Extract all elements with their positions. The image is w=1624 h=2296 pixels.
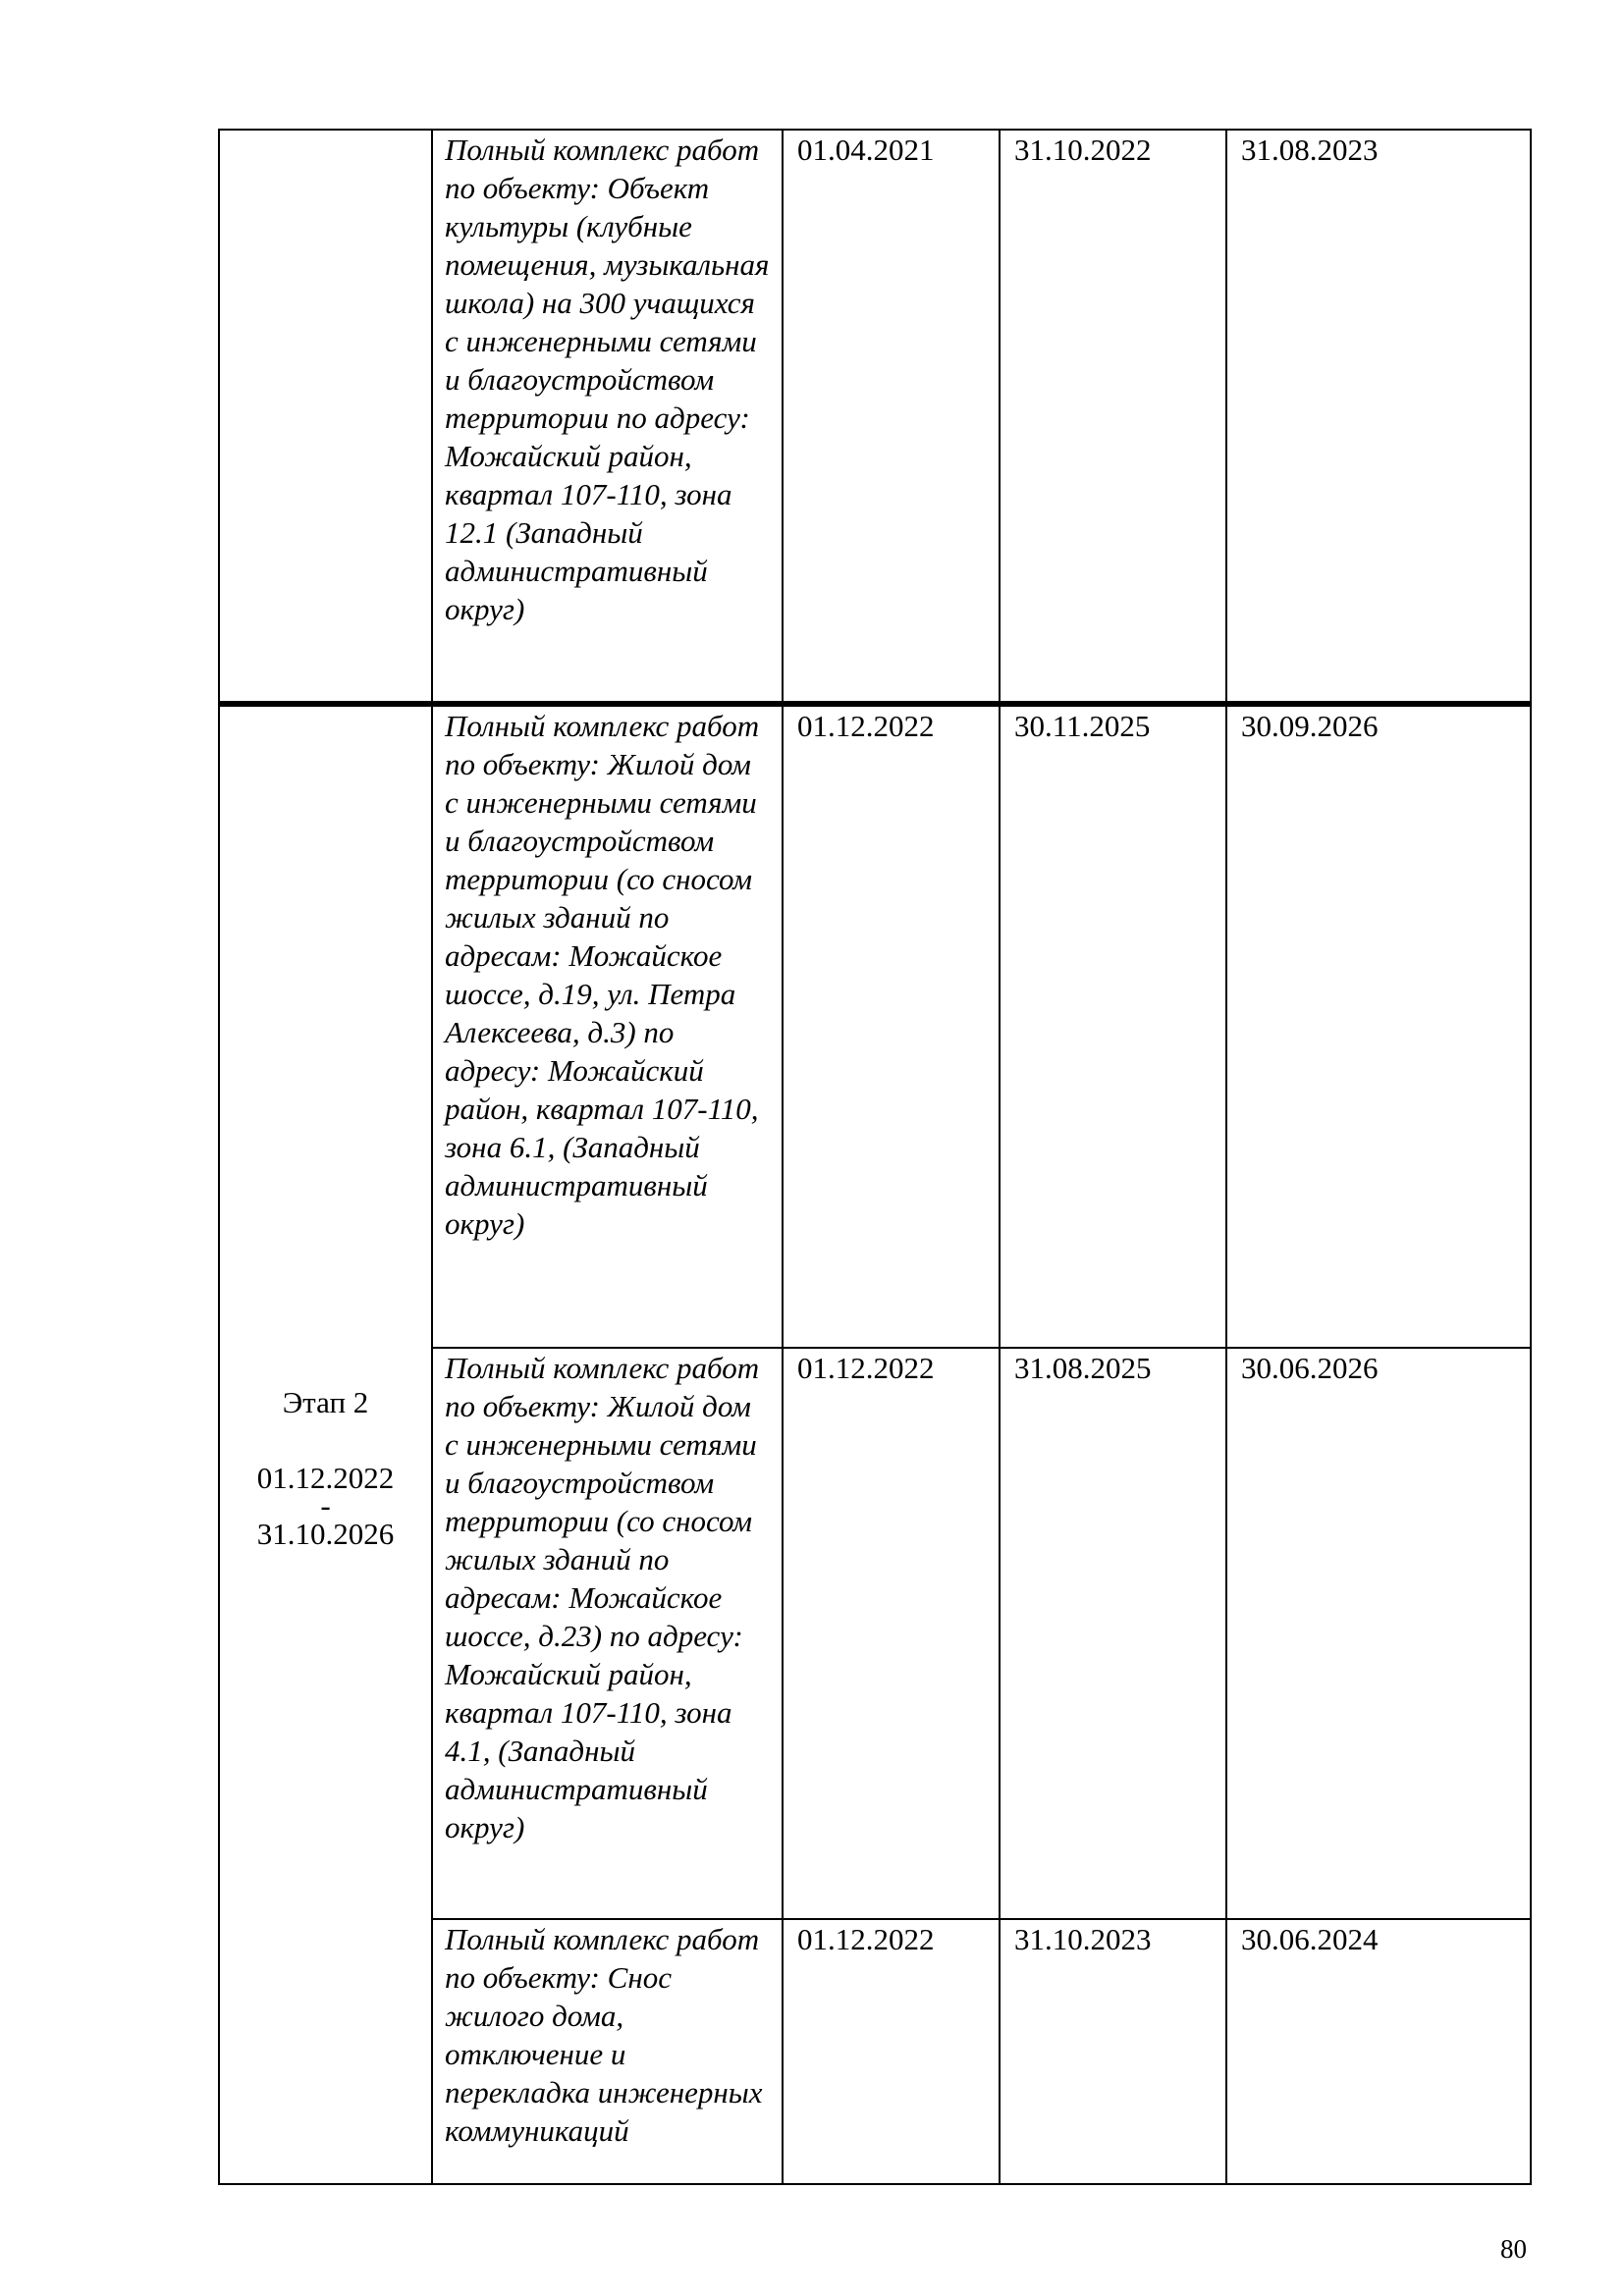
start-date: 01.12.2022 <box>783 1348 1000 1919</box>
end-date: 30.06.2024 <box>1226 1919 1531 2184</box>
mid-date: 30.11.2025 <box>1000 704 1226 1348</box>
end-date: 31.08.2023 <box>1226 130 1531 704</box>
mid-date: 31.10.2022 <box>1000 130 1226 704</box>
stage-end-date: 31.10.2026 <box>256 1516 395 1551</box>
schedule-table <box>218 129 1532 2185</box>
mid-date: 31.10.2023 <box>1000 1919 1226 2184</box>
end-date: 30.09.2026 <box>1226 704 1531 1348</box>
mid-date: 31.08.2025 <box>1000 1348 1226 1919</box>
page-number: 80 <box>1500 2234 1527 2264</box>
work-description: Полный комплекс работ по объекту: Жилой дом с инженерными сетями и благоустройством территории (со сносом жилых зданий по адресам: Можайское шоссе, д.19, ул. Петра Алексеева, д.3) по адресу: Можайский район, квартал 107-110, зона 6.1, (Западный административный округ) <box>432 704 783 1348</box>
start-date: 01.04.2021 <box>783 130 1000 704</box>
stage-start-date: 01.12.2022 <box>256 1460 395 1495</box>
start-date: 01.12.2022 <box>783 1919 1000 2184</box>
work-description: Полный комплекс работ по объекту: Жилой дом с инженерными сетями и благоустройством территории (со сносом жилых зданий по адресам: Можайское шоссе, д.23) по адресу: Можайский район, квартал 107-110, зона 4.1, (Западный административный округ) <box>432 1348 783 1919</box>
work-description: Полный комплекс работ по объекту: Объект культуры (клубные помещения, музыкальная школа) на 300 учащихся с инженерными сетями и благоустройством территории по адресу: Можайский район, квартал 107-110, зона 12.1 (Западный административный округ) <box>432 130 783 704</box>
table-row <box>219 130 1531 704</box>
start-date: 01.12.2022 <box>783 704 1000 1348</box>
stage-label: Этап 2 <box>282 1384 369 1419</box>
table-row <box>219 704 1531 1348</box>
end-date: 30.06.2026 <box>1226 1348 1531 1919</box>
stage-cell-empty <box>219 130 432 704</box>
stage-cell <box>219 704 432 2184</box>
stage-dash: - <box>320 1487 331 1522</box>
work-description: Полный комплекс работ по объекту: Снос жилого дома, отключение и перекладка инженерных коммуникаций <box>432 1919 783 2184</box>
